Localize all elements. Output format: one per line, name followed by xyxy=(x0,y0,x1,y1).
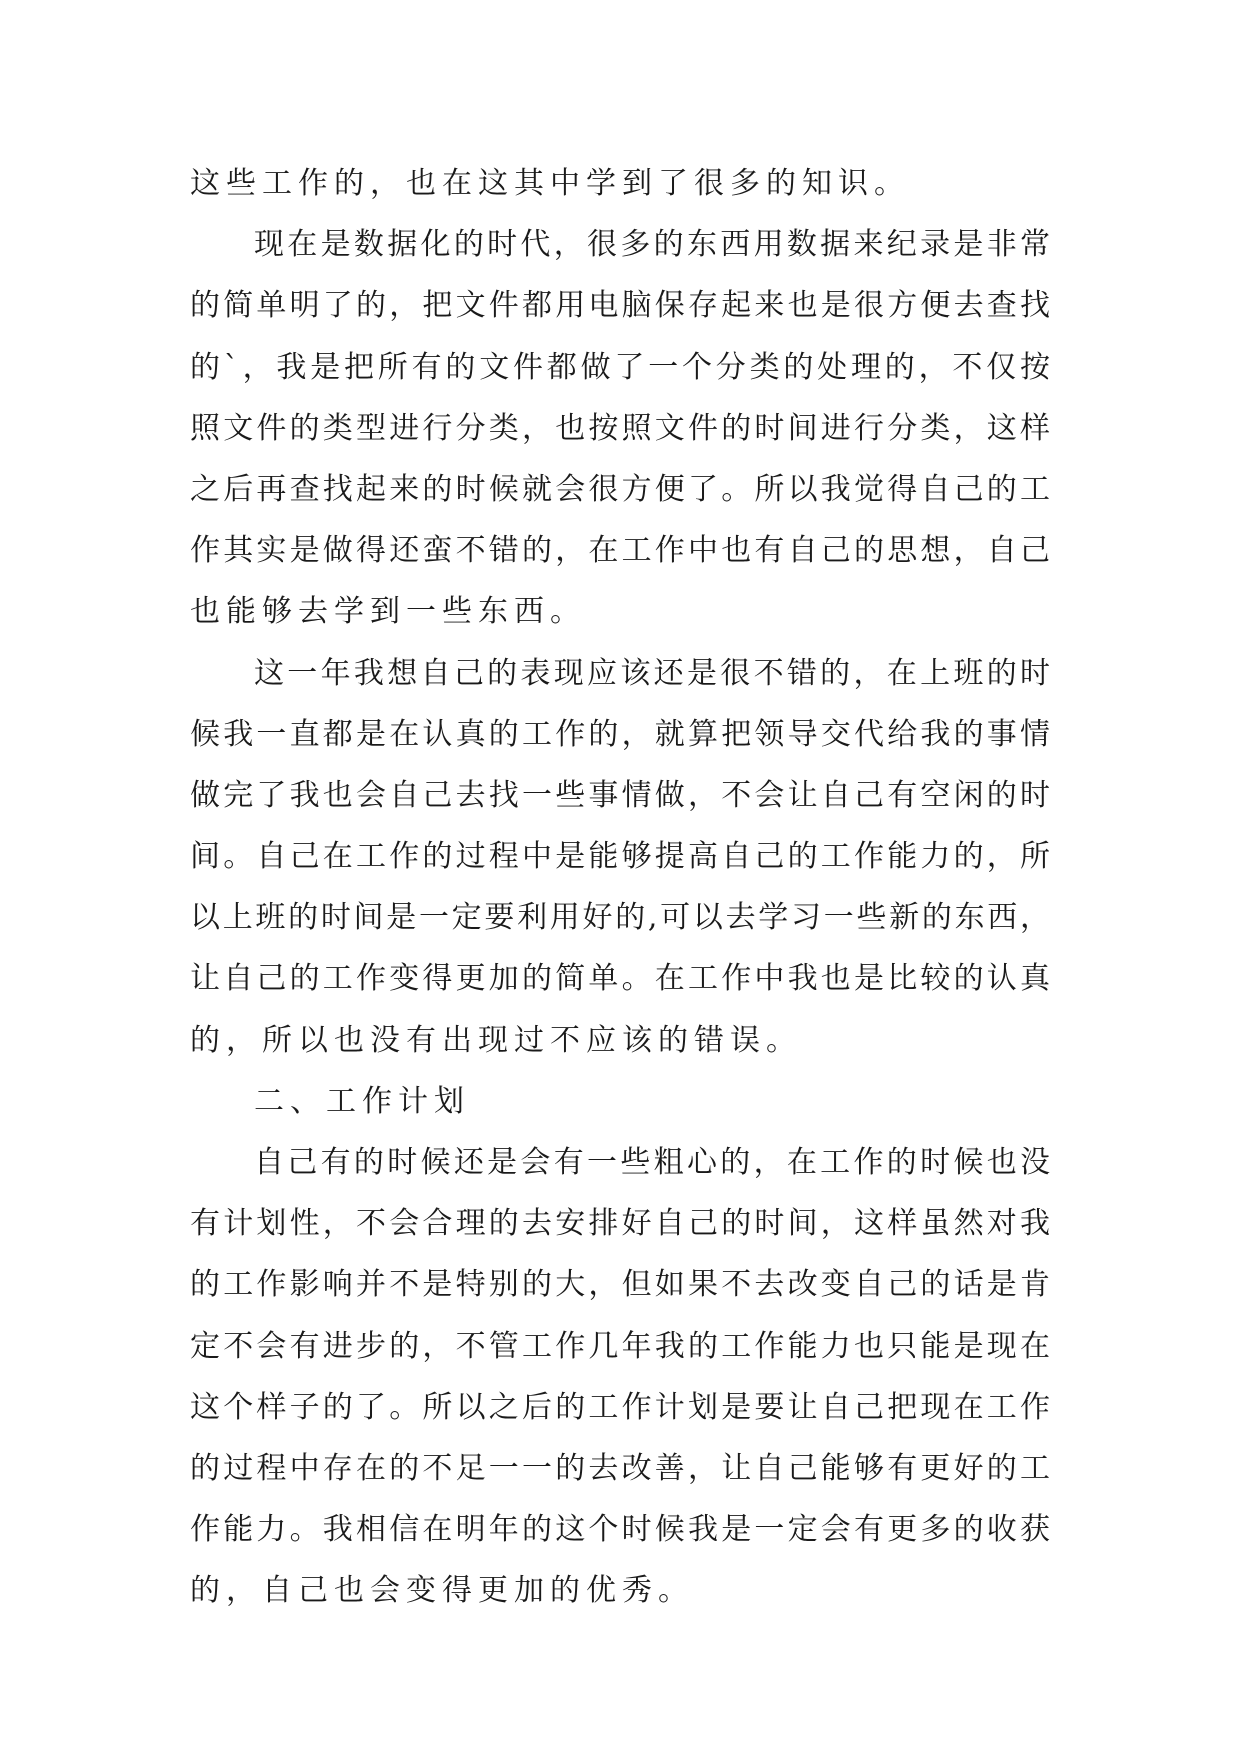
text-line: 自己有的时候还是会有一些粗心的，在工作的时候也没 xyxy=(254,1145,1050,1180)
text-line: 有计划性，不会合理的去安排好自己的时间，这样虽然对我 xyxy=(190,1206,1050,1242)
text-line: 的工作影响并不是特别的大，但如果不去改变自己的话是肯 xyxy=(190,1267,1050,1303)
text-line: 的过程中存在的不足一一的去改善，让自己能够有更好的工 xyxy=(190,1450,1050,1486)
text-line: 做完了我也会自己去找一些事情做，不会让自己有空闲的时 xyxy=(190,777,1050,813)
document-body xyxy=(190,153,1050,1622)
text-line: 之后再查找起来的时候就会很方便了。所以我觉得自己的工 xyxy=(190,471,1050,507)
text-line: 的`，我是把所有的文件都做了一个分类的处理的，不仅按 xyxy=(190,349,1050,385)
text-line: 现在是数据化的时代，很多的东西用数据来纪录是非常 xyxy=(254,227,1050,263)
text-line: 作其实是做得还蛮不错的，在工作中也有自己的思想，自己 xyxy=(190,533,1050,569)
text-line: 作能力。我相信在明年的这个时候我是一定会有更多的收获 xyxy=(190,1512,1050,1548)
text-line: 以上班的时间是一定要利用好的,可以去学习一些新的东西， xyxy=(190,900,1050,936)
text-line: 间。自己在工作的过程中是能够提高自己的工作能力的，所 xyxy=(190,839,1050,875)
text-line: 的简单明了的，把文件都用电脑保存起来也是很方便去查找 xyxy=(190,288,1050,324)
text-line: 让自己的工作变得更加的简单。在工作中我也是比较的认真 xyxy=(190,961,1050,997)
text-line: 定不会有进步的，不管工作几年我的工作能力也只能是现在 xyxy=(190,1328,1050,1364)
section-heading: 二、工作计划 xyxy=(254,1083,470,1119)
text-line: 这个样子的了。所以之后的工作计划是要让自己把现在工作 xyxy=(190,1389,1050,1425)
text-line: 的，自己也会变得更加的优秀。 xyxy=(190,1573,694,1609)
text-line: 的，所以也没有出现过不应该的错误。 xyxy=(190,1022,802,1058)
text-line: 也能够去学到一些东西。 xyxy=(190,594,586,630)
text-line: 这些工作的，也在这其中学到了很多的知识。 xyxy=(190,166,910,201)
text-line: 这一年我想自己的表现应该还是很不错的，在上班的时 xyxy=(254,655,1050,691)
text-line: 照文件的类型进行分类，也按照文件的时间进行分类，这样 xyxy=(190,410,1050,446)
text-line: 候我一直都是在认真的工作的，就算把领导交代给我的事情 xyxy=(190,716,1050,752)
